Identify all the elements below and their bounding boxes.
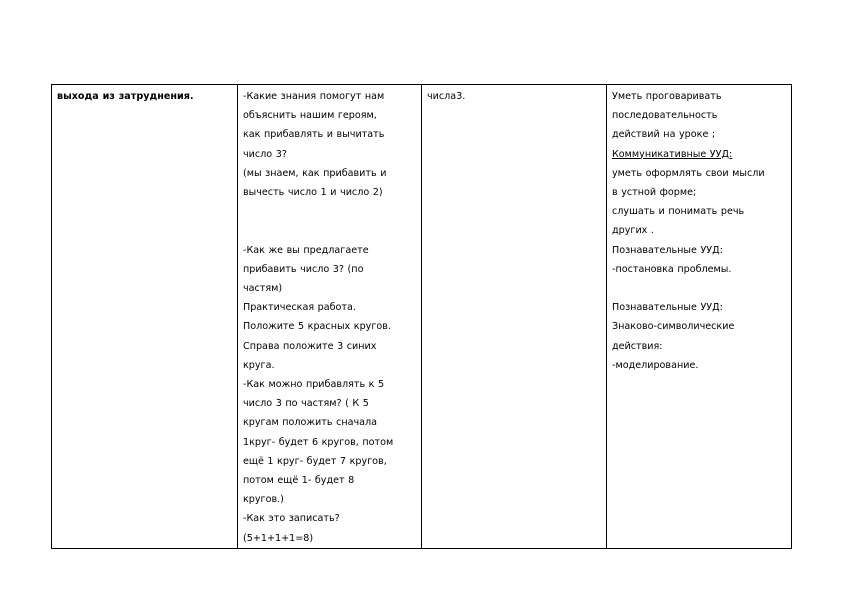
teacher-line: Положите 5 красных кругов. [243,321,391,333]
uud-heading: Коммуникативные УУД: [612,148,733,160]
teacher-activity-cell [238,85,422,549]
uud-line: Уметь проговаривать [612,91,722,102]
table-row [52,85,792,549]
teacher-line: (5+1+1+1=8) [243,532,314,544]
teacher-line: круга. [243,359,275,371]
teacher-line: Практическая работа. [243,302,356,314]
teacher-line: вычесть число 1 и число 2) [243,187,383,199]
uud-line: последовательность [612,110,718,122]
teacher-line: ещё 1 круг- будет 7 кругов, [243,455,387,467]
uud-line: -моделирование. [612,359,699,371]
teacher-line: потом ещё 1- будет 8 [243,475,355,487]
teacher-line: число 3? [243,148,287,160]
uud-cell [607,85,792,549]
teacher-line: кругам положить сначала [243,417,378,429]
teacher-line: -Какие знания помогут нам [243,91,385,102]
uud-line: действий на уроке ; [612,129,716,141]
teacher-line: 1круг- будет 6 кругов, потом [243,436,394,448]
teacher-line: кругов.) [243,494,284,506]
teacher-line: Справа положите 3 синих [243,340,377,352]
uud-line: в устной форме; [612,187,697,199]
stage-cell [52,85,238,549]
uud-line: уметь оформлять свои мысли [612,167,765,179]
paragraph-gap [243,202,417,240]
teacher-line: -Как это записать? [243,513,340,525]
teacher-line: прибавить число 3? (по [243,263,364,275]
lesson-plan-table [51,84,792,549]
teacher-line: -Как можно прибавлять к 5 [243,379,385,391]
teacher-line: как прибавлять и вычитать [243,129,385,141]
teacher-line: (мы знаем, как прибавить и [243,167,387,179]
teacher-line: -Как же вы предлагаете [243,244,369,256]
teacher-line: число 3 по частям? ( К 5 [243,398,369,410]
uud-line: слушать и понимать речь [612,206,745,218]
teacher-line: частям) [243,283,283,295]
uud-line: Познавательные УУД: [612,244,723,256]
teacher-line: объяснить нашим героям, [243,110,377,122]
uud-line: действия: [612,340,663,352]
student-line: числа3. [427,91,466,102]
stage-text: выхода из затруднения. [57,91,194,102]
uud-line: других . [612,225,654,237]
student-activity-cell [422,85,607,549]
uud-line: Знаково-символические [612,321,735,333]
paragraph-gap [612,279,787,298]
uud-line: -постановка проблемы. [612,263,732,275]
uud-line: Познавательные УУД: [612,302,723,314]
